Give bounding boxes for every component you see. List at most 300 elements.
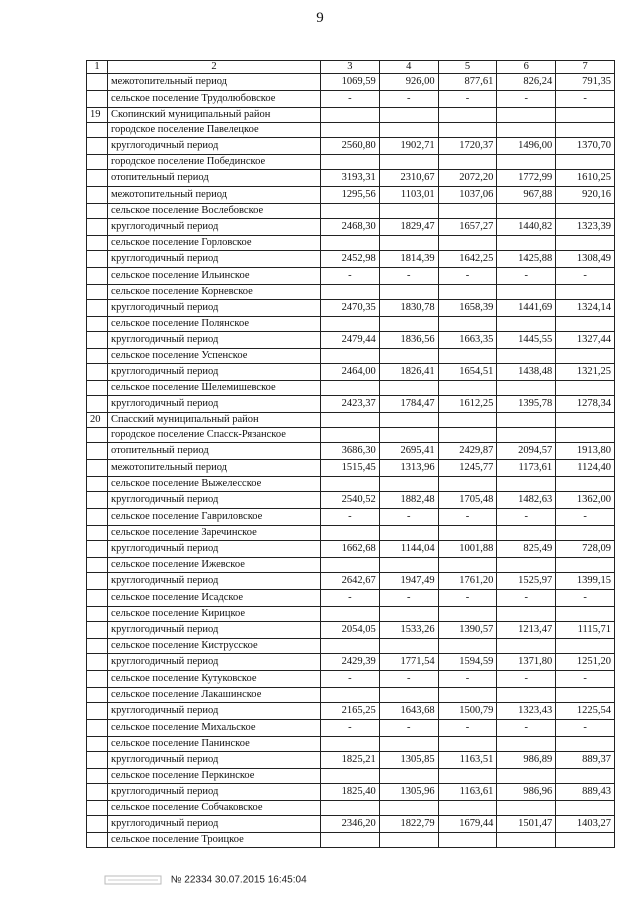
value-cell: 2094,57	[497, 443, 556, 460]
empty-cell	[497, 123, 556, 138]
value-cell: 825,49	[497, 541, 556, 558]
empty-cell	[379, 607, 438, 622]
empty-cell	[321, 737, 380, 752]
empty-cell	[556, 769, 615, 784]
value-cell: 1213,47	[497, 622, 556, 639]
row-label: круглогодичный период	[108, 396, 321, 413]
value-cell: 1163,61	[438, 784, 497, 801]
value-cell: -	[556, 590, 615, 607]
empty-cell	[556, 317, 615, 332]
empty-cell	[379, 477, 438, 492]
empty-cell	[556, 123, 615, 138]
value-cell: 2165,25	[321, 703, 380, 720]
value-cell: 1251,20	[556, 654, 615, 671]
empty-cell	[497, 317, 556, 332]
value-cell: 1826,41	[379, 364, 438, 381]
row-label: круглогодичный период	[108, 300, 321, 317]
row-index	[87, 573, 108, 590]
row-label: круглогодичный период	[108, 332, 321, 349]
empty-cell	[438, 639, 497, 654]
value-cell: 1313,96	[379, 460, 438, 477]
value-cell: 1124,40	[556, 460, 615, 477]
row-label: круглогодичный период	[108, 573, 321, 590]
row-index	[87, 526, 108, 541]
row-index	[87, 170, 108, 187]
value-cell: 2642,67	[321, 573, 380, 590]
empty-cell	[438, 285, 497, 300]
value-cell: 1069,59	[321, 74, 380, 91]
value-cell: -	[556, 268, 615, 285]
empty-cell	[379, 236, 438, 251]
empty-cell	[497, 558, 556, 573]
empty-cell	[438, 123, 497, 138]
row-index	[87, 671, 108, 688]
value-cell: 2310,67	[379, 170, 438, 187]
value-cell: 1295,56	[321, 187, 380, 204]
empty-cell	[556, 204, 615, 219]
value-cell: -	[556, 91, 615, 108]
value-cell: 2560,80	[321, 138, 380, 155]
table-row	[87, 460, 615, 477]
value-cell: 1533,26	[379, 622, 438, 639]
row-label: круглогодичный период	[108, 622, 321, 639]
empty-cell	[556, 236, 615, 251]
row-label: сельское поселение Лакашинское	[108, 688, 321, 703]
table-row	[87, 364, 615, 381]
empty-cell	[497, 108, 556, 123]
row-label: круглогодичный период	[108, 251, 321, 268]
empty-cell	[497, 381, 556, 396]
row-index	[87, 204, 108, 219]
value-cell: 1370,70	[556, 138, 615, 155]
value-cell: 986,89	[497, 752, 556, 769]
value-cell: 889,43	[556, 784, 615, 801]
value-cell: -	[438, 671, 497, 688]
row-index	[87, 285, 108, 300]
value-cell: -	[438, 509, 497, 526]
value-cell: 1663,35	[438, 332, 497, 349]
table-row	[87, 654, 615, 671]
empty-cell	[321, 769, 380, 784]
value-cell: -	[497, 509, 556, 526]
row-label: сельское поселение Киструсское	[108, 639, 321, 654]
empty-cell	[379, 688, 438, 703]
value-cell: 1720,37	[438, 138, 497, 155]
empty-cell	[438, 381, 497, 396]
row-index	[87, 703, 108, 720]
value-cell: 2429,39	[321, 654, 380, 671]
value-cell: 1947,49	[379, 573, 438, 590]
row-index	[87, 720, 108, 737]
row-label: круглогодичный период	[108, 752, 321, 769]
value-cell: -	[379, 720, 438, 737]
empty-cell	[556, 108, 615, 123]
row-label: сельское поселение Собчаковское	[108, 801, 321, 816]
empty-cell	[321, 204, 380, 219]
row-index	[87, 364, 108, 381]
row-label: круглогодичный период	[108, 541, 321, 558]
empty-cell	[497, 477, 556, 492]
section-row	[87, 526, 615, 541]
row-index	[87, 541, 108, 558]
table-row	[87, 784, 615, 801]
row-index	[87, 236, 108, 251]
row-index	[87, 74, 108, 91]
value-cell: -	[379, 509, 438, 526]
value-cell: 1515,45	[321, 460, 380, 477]
empty-cell	[438, 317, 497, 332]
value-cell: 1323,39	[556, 219, 615, 236]
empty-cell	[556, 413, 615, 428]
value-cell: 1482,63	[497, 492, 556, 509]
column-number-row	[87, 61, 615, 74]
table-row	[87, 219, 615, 236]
value-cell: -	[556, 509, 615, 526]
table-row	[87, 752, 615, 769]
value-cell: -	[321, 671, 380, 688]
row-index	[87, 123, 108, 138]
empty-cell	[556, 558, 615, 573]
row-index	[87, 477, 108, 492]
value-cell: -	[379, 671, 438, 688]
table-row	[87, 492, 615, 509]
empty-cell	[321, 123, 380, 138]
empty-cell	[321, 558, 380, 573]
row-index	[87, 816, 108, 833]
table-row	[87, 300, 615, 317]
empty-cell	[321, 236, 380, 251]
empty-cell	[438, 688, 497, 703]
section-row	[87, 688, 615, 703]
value-cell: 1163,51	[438, 752, 497, 769]
value-cell: 1245,77	[438, 460, 497, 477]
empty-cell	[497, 349, 556, 364]
empty-cell	[497, 769, 556, 784]
table-row	[87, 187, 615, 204]
section-row	[87, 833, 615, 848]
empty-cell	[497, 833, 556, 848]
value-cell: 1594,59	[438, 654, 497, 671]
document-number: № 22334	[170, 874, 213, 886]
value-cell: -	[438, 720, 497, 737]
row-index	[87, 784, 108, 801]
empty-cell	[497, 639, 556, 654]
value-cell: 1395,78	[497, 396, 556, 413]
table-body	[87, 61, 615, 848]
document-datetime: 30.07.2015 16:45:04	[214, 874, 307, 886]
empty-cell	[321, 285, 380, 300]
row-label: сельское поселение Ижевское	[108, 558, 321, 573]
row-index	[87, 317, 108, 332]
value-cell: 1679,44	[438, 816, 497, 833]
table-row	[87, 251, 615, 268]
value-cell: -	[556, 671, 615, 688]
column-header-1: 1	[87, 61, 108, 74]
empty-cell	[556, 737, 615, 752]
row-index	[87, 639, 108, 654]
value-cell: 1882,48	[379, 492, 438, 509]
value-cell: 1001,88	[438, 541, 497, 558]
row-label: межотопительный период	[108, 187, 321, 204]
empty-cell	[438, 236, 497, 251]
value-cell: 1500,79	[438, 703, 497, 720]
value-cell: 1772,99	[497, 170, 556, 187]
value-cell: 986,96	[497, 784, 556, 801]
row-label: сельское поселение Исадское	[108, 590, 321, 607]
value-cell: 1425,88	[497, 251, 556, 268]
row-label: сельское поселение Полянское	[108, 317, 321, 332]
value-cell: -	[321, 720, 380, 737]
empty-cell	[321, 155, 380, 170]
empty-cell	[438, 801, 497, 816]
registration-stamp-icon	[104, 874, 162, 886]
value-cell: 877,61	[438, 74, 497, 91]
section-row	[87, 204, 615, 219]
value-cell: 1902,71	[379, 138, 438, 155]
empty-cell	[556, 349, 615, 364]
value-cell: 1362,00	[556, 492, 615, 509]
row-label: сельское поселение Перкинское	[108, 769, 321, 784]
column-header-3: 3	[321, 61, 380, 74]
table-row	[87, 816, 615, 833]
empty-cell	[497, 737, 556, 752]
value-cell: 889,37	[556, 752, 615, 769]
value-cell: 2452,98	[321, 251, 380, 268]
value-cell: 967,88	[497, 187, 556, 204]
row-label: городское поселение Спасск-Рязанское	[108, 428, 321, 443]
row-index	[87, 833, 108, 848]
empty-cell	[497, 155, 556, 170]
empty-cell	[321, 688, 380, 703]
value-cell: 1144,04	[379, 541, 438, 558]
section-row	[87, 317, 615, 332]
value-cell: -	[438, 590, 497, 607]
row-label: межотопительный период	[108, 74, 321, 91]
value-cell: 1037,06	[438, 187, 497, 204]
table-row	[87, 703, 615, 720]
value-cell: 1814,39	[379, 251, 438, 268]
row-index	[87, 187, 108, 204]
empty-cell	[556, 639, 615, 654]
table-row	[87, 74, 615, 91]
empty-cell	[438, 428, 497, 443]
empty-cell	[321, 381, 380, 396]
empty-cell	[321, 801, 380, 816]
row-label: сельское поселение Корневское	[108, 285, 321, 300]
row-index	[87, 219, 108, 236]
empty-cell	[438, 413, 497, 428]
row-label: сельское поселение Михальское	[108, 720, 321, 737]
value-cell: 2479,44	[321, 332, 380, 349]
empty-cell	[379, 413, 438, 428]
column-header-6: 6	[497, 61, 556, 74]
empty-cell	[438, 769, 497, 784]
section-row	[87, 558, 615, 573]
row-index	[87, 460, 108, 477]
empty-cell	[438, 558, 497, 573]
value-cell: 2429,87	[438, 443, 497, 460]
row-index	[87, 155, 108, 170]
value-cell: -	[438, 91, 497, 108]
row-index	[87, 428, 108, 443]
table-row	[87, 509, 615, 526]
value-cell: 1662,68	[321, 541, 380, 558]
table-row	[87, 590, 615, 607]
row-index	[87, 590, 108, 607]
row-index	[87, 492, 108, 509]
row-index	[87, 300, 108, 317]
section-row	[87, 769, 615, 784]
empty-cell	[497, 413, 556, 428]
value-cell: 1399,15	[556, 573, 615, 590]
empty-cell	[556, 526, 615, 541]
value-cell: 1496,00	[497, 138, 556, 155]
value-cell: 1445,55	[497, 332, 556, 349]
row-label: круглогодичный период	[108, 654, 321, 671]
empty-cell	[438, 526, 497, 541]
table-row	[87, 170, 615, 187]
empty-cell	[556, 477, 615, 492]
value-cell: 2072,20	[438, 170, 497, 187]
empty-cell	[321, 413, 380, 428]
row-label: круглогодичный период	[108, 816, 321, 833]
row-index	[87, 268, 108, 285]
empty-cell	[556, 833, 615, 848]
empty-cell	[321, 607, 380, 622]
table-row	[87, 720, 615, 737]
value-cell: 2695,41	[379, 443, 438, 460]
section-row	[87, 155, 615, 170]
empty-cell	[497, 204, 556, 219]
value-cell: 1438,48	[497, 364, 556, 381]
document-footer	[104, 874, 307, 886]
value-cell: 2346,20	[321, 816, 380, 833]
value-cell: 1278,34	[556, 396, 615, 413]
empty-cell	[556, 688, 615, 703]
row-index	[87, 332, 108, 349]
table-row	[87, 396, 615, 413]
value-cell: 2468,30	[321, 219, 380, 236]
value-cell: 926,00	[379, 74, 438, 91]
value-cell: 3686,30	[321, 443, 380, 460]
empty-cell	[379, 801, 438, 816]
value-cell: -	[379, 91, 438, 108]
value-cell: 1761,20	[438, 573, 497, 590]
row-index	[87, 654, 108, 671]
section-row	[87, 123, 615, 138]
value-cell: 1822,79	[379, 816, 438, 833]
row-index	[87, 769, 108, 784]
row-label: сельское поселение Ильинское	[108, 268, 321, 285]
value-cell: 1825,40	[321, 784, 380, 801]
value-cell: -	[497, 671, 556, 688]
value-cell: 1305,96	[379, 784, 438, 801]
section-row	[87, 285, 615, 300]
section-row	[87, 477, 615, 492]
empty-cell	[497, 428, 556, 443]
value-cell: 1103,01	[379, 187, 438, 204]
table-row	[87, 573, 615, 590]
value-cell: 1323,43	[497, 703, 556, 720]
value-cell: -	[379, 268, 438, 285]
value-cell: 1225,54	[556, 703, 615, 720]
value-cell: 2540,52	[321, 492, 380, 509]
value-cell: -	[379, 590, 438, 607]
row-label: сельское поселение Успенское	[108, 349, 321, 364]
value-cell: -	[438, 268, 497, 285]
value-cell: 826,24	[497, 74, 556, 91]
value-cell: 1829,47	[379, 219, 438, 236]
row-index	[87, 688, 108, 703]
value-cell: 1115,71	[556, 622, 615, 639]
value-cell: 1305,85	[379, 752, 438, 769]
empty-cell	[438, 108, 497, 123]
value-cell: 1654,51	[438, 364, 497, 381]
section-row	[87, 349, 615, 364]
row-label: сельское поселение Горловское	[108, 236, 321, 251]
section-row	[87, 607, 615, 622]
value-cell: 1173,61	[497, 460, 556, 477]
row-label: городское поселение Павелецкое	[108, 123, 321, 138]
section-row	[87, 639, 615, 654]
row-label: Скопинский муниципальный район	[108, 108, 321, 123]
row-index	[87, 607, 108, 622]
value-cell: 3193,31	[321, 170, 380, 187]
empty-cell	[438, 607, 497, 622]
row-label: Спасский муниципальный район	[108, 413, 321, 428]
row-label: сельское поселение Гавриловское	[108, 509, 321, 526]
row-label: круглогодичный период	[108, 492, 321, 509]
value-cell: 1501,47	[497, 816, 556, 833]
value-cell: 1830,78	[379, 300, 438, 317]
row-label: круглогодичный период	[108, 219, 321, 236]
value-cell: 1913,80	[556, 443, 615, 460]
value-cell: -	[556, 720, 615, 737]
value-cell: 2054,05	[321, 622, 380, 639]
table-row	[87, 541, 615, 558]
row-label: отопительный период	[108, 443, 321, 460]
empty-cell	[438, 349, 497, 364]
empty-cell	[321, 477, 380, 492]
empty-cell	[379, 381, 438, 396]
value-cell: 1390,57	[438, 622, 497, 639]
section-row	[87, 236, 615, 251]
value-cell: 1784,47	[379, 396, 438, 413]
value-cell: 1771,54	[379, 654, 438, 671]
row-label: сельское поселение Вослебовское	[108, 204, 321, 219]
table-row	[87, 138, 615, 155]
value-cell: 1836,56	[379, 332, 438, 349]
column-header-7: 7	[556, 61, 615, 74]
value-cell: 1825,21	[321, 752, 380, 769]
empty-cell	[379, 833, 438, 848]
empty-cell	[379, 639, 438, 654]
row-index	[87, 349, 108, 364]
row-index	[87, 251, 108, 268]
column-header-4: 4	[379, 61, 438, 74]
value-cell: 1657,27	[438, 219, 497, 236]
row-index	[87, 801, 108, 816]
row-label: сельское поселение Панинское	[108, 737, 321, 752]
value-cell: 1612,25	[438, 396, 497, 413]
row-label: сельское поселение Выжелесское	[108, 477, 321, 492]
empty-cell	[379, 123, 438, 138]
empty-cell	[438, 477, 497, 492]
row-index	[87, 558, 108, 573]
empty-cell	[556, 428, 615, 443]
value-cell: 1403,27	[556, 816, 615, 833]
empty-cell	[379, 155, 438, 170]
